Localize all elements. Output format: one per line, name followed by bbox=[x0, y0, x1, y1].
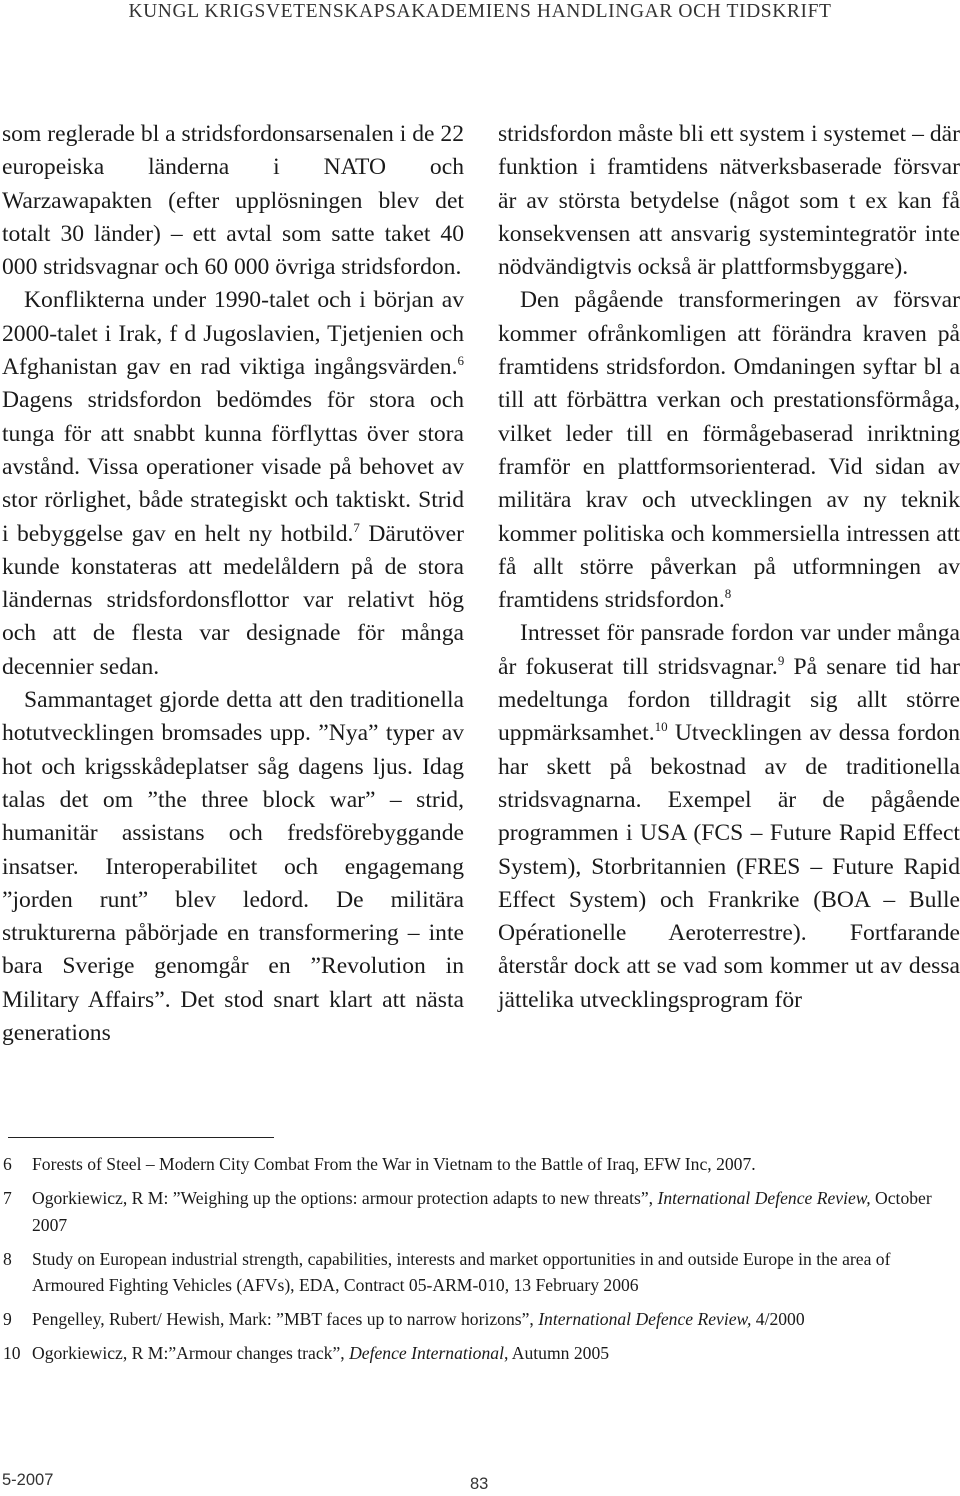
paragraph: Sammantaget gjorde detta att den traditionella hotutvecklingen bromsades upp. ”Nya” typer av hot och krigsskådeplatser såg dagens ljus. Idag talas det om ”the three block war” – strid, humanitär assistans och fredsförebyggande insatser. Interoperabilitet och engagemang ”jorden runt” blev ledord. De militära strukturerna påbörjade en transformering – inte bara Sverige genomgår en ”Revolution in Military Affairs”. Det stod snart klart att nästa generations bbox=[2, 687, 464, 1047]
footnote-ref[interactable]: 6 bbox=[457, 353, 464, 369]
footnote-9 bbox=[0, 1306, 958, 1333]
footnote-ref[interactable]: 10 bbox=[654, 719, 668, 735]
footnote-number: 9 bbox=[3, 1309, 12, 1329]
footnote-text: Study on European industrial strength, capabilities, interests and market opportunities in and outside Europe in the area of Armoured Fighting Vehicles (AFVs), EDA, Contract 05-ARM-010, 13 February 2006 bbox=[32, 1248, 891, 1295]
footnotes bbox=[0, 1151, 958, 1374]
footnote-number: 6 bbox=[3, 1154, 12, 1174]
footnote-text: October 2007 bbox=[32, 1188, 932, 1235]
footnote-8 bbox=[0, 1246, 958, 1299]
text-run: Den pågående transformeringen av försvar kommer ofrånkomligen att förändra kraven på framtidens stridsfordon. Omdaningen syftar bl a till att förbättra verkan och prestationsförmåga, vilket leder till en förmågebaserad inriktning framför en plattformsorienterad. Vid sidan av militära krav och utvecklingen av ny teknik kommer politiska och kommersiella intressen att få allt större påverkan på utformningen av framtidens stridsfordon. bbox=[498, 287, 960, 614]
footnote-10 bbox=[0, 1340, 958, 1367]
footnote-text: Pengelley, Rubert/ Hewish, Mark: ”MBT faces up to narrow horizons”, bbox=[32, 1309, 539, 1329]
footnote-7 bbox=[0, 1185, 958, 1238]
footnote-ref[interactable]: 9 bbox=[777, 652, 785, 668]
text-run: På senare tid har medeltunga fordon tilldragit sig allt större uppmärksamhet. bbox=[498, 653, 960, 747]
paragraph bbox=[498, 284, 960, 617]
text-run: Dagens stridsfordon bedömdes för stora och tunga för att snabbt kunna förflyttas över stora avstånd. Vissa operationer visade på behovet av stor rörlighet, både strategiskt och taktiskt. Strid i bebyggelse gav en helt ny hotbild. bbox=[2, 387, 464, 547]
running-header: KUNGL KRIGSVETENSKAPSAKADEMIENS HANDLINGAR OCH TIDSKRIFT bbox=[128, 1, 832, 22]
footnote-text: 4/2000 bbox=[751, 1309, 805, 1329]
issue-label: 5-2007 bbox=[2, 1471, 54, 1489]
footnote-6 bbox=[0, 1151, 958, 1178]
right-column bbox=[498, 118, 960, 1017]
text-run: Konflikterna under 1990-talet och i början av 2000-talet i Irak, f d Jugoslavien, Tjetjenien och Afghanistan gav en rad viktiga ingångsvärden. bbox=[2, 287, 464, 381]
footnote-ref[interactable]: 8 bbox=[724, 586, 732, 602]
footnote-text: Forests of Steel – Modern City Combat From the War in Vietnam to the Battle of Iraq, EFW Inc, 2007. bbox=[32, 1154, 756, 1174]
footnote-number: 8 bbox=[3, 1248, 12, 1269]
footnote-number: 10 bbox=[3, 1343, 21, 1363]
left-column bbox=[2, 118, 464, 1050]
text-run: Utvecklingen av dessa fordon har skett på bekostnad av de traditionella stridsvagnarna. Exempel är de pågående programmen i USA (FCS – Future Rapid Effect System), Storbritannien (FRES – Future Rapid Effect System) och Frankrike (BOA – Bulle Opérationelle Aeroterrestre). Fortfarande återstår dock att se vad som kommer ut av dessa jättelika utvecklingsprogram för bbox=[498, 720, 960, 1013]
paragraph: som reglerade bl a stridsfordonsarsenalen i de 22 europeiska länderna i NATO och Warzawapakten (efter upplösningen blev det totalt 30 länder) – ett avtal som satte taket 40 000 stridsvagnar och 60 000 övriga stridsfordon. bbox=[2, 121, 464, 281]
footnote-publication: International Defence Review, bbox=[657, 1188, 871, 1208]
paragraph: stridsfordon måste bli ett system i systemet – där funktion i framtidens nätverksbaserade försvar är av största betydelse (något som t ex kan få konsekvensen att ansvarig systemintegratör inte nödvändigtvis också är plattformsbyggare). bbox=[498, 121, 960, 281]
footnote-ref[interactable]: 7 bbox=[353, 519, 360, 535]
text-run: Därutöver kunde konstateras att medelåldern på de stora ländernas stridsfordonsflottor var relativt hög och att de flesta var designade för många decennier sedan. bbox=[2, 520, 464, 680]
footnote-publication: Defence International bbox=[349, 1343, 504, 1363]
footnote-divider bbox=[8, 1137, 274, 1138]
paragraph bbox=[498, 617, 960, 1017]
footnote-text: Ogorkiewicz, R M: ”Weighing up the options: armour protection adapts to new threats”, bbox=[32, 1188, 658, 1208]
footnote-number: 7 bbox=[3, 1188, 12, 1208]
footnote-text: Ogorkiewicz, R M:”Armour changes track”, bbox=[32, 1343, 350, 1363]
paragraph bbox=[2, 284, 464, 684]
footnote-text: , Autumn 2005 bbox=[503, 1343, 610, 1363]
footnote-publication: International Defence Review, bbox=[538, 1309, 752, 1329]
page-number: 83 bbox=[470, 1475, 489, 1493]
text-run: Intresset för pansrade fordon var under många år fokuserat till stridsvagnar. bbox=[498, 620, 960, 680]
